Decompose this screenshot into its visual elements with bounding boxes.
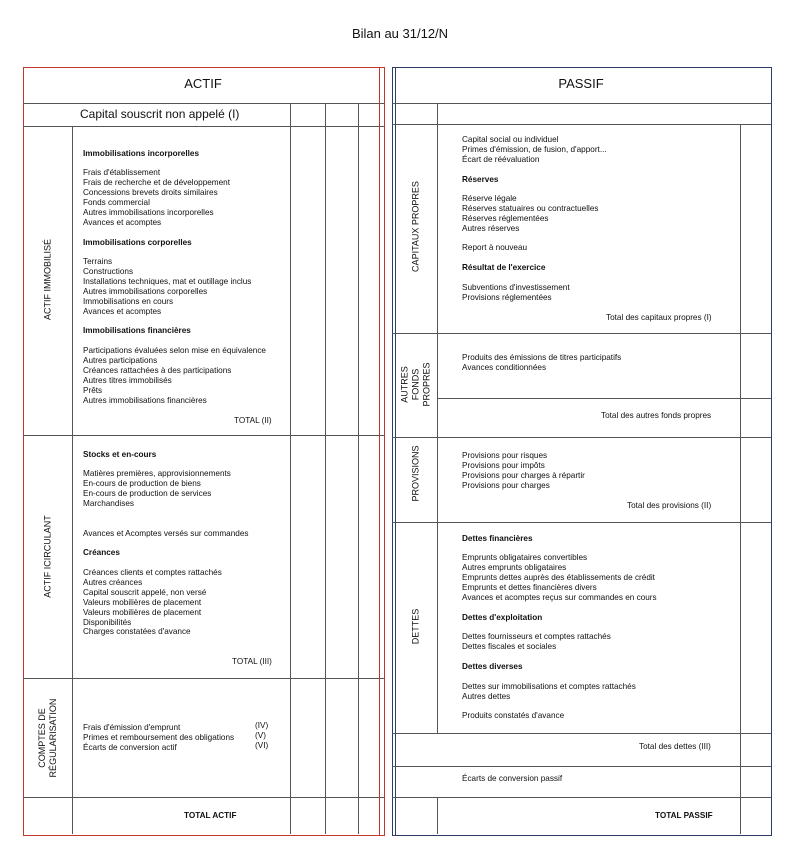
subventions-list [462,283,570,303]
avances-acomptes: Avances et Acomptes versés sur commandes [83,529,249,538]
list-item: Autres immobilisations financières [83,395,207,405]
regularisation-codes [255,721,268,751]
resultat-title: Résultat de l'exercice [462,263,546,272]
immo-corporelles-list [83,257,251,316]
list-item: Capital souscrit appelé, non versé [83,587,207,597]
list-item: Écart de réévaluation [462,154,540,164]
list-item: Avances et acomptes reçus sur commandes en cours [462,592,657,602]
list-item: Constructions [83,266,134,276]
list-item: Primes d'émission, de fusion, d'apport... [462,144,607,154]
list-item: Autres titres immobilisés [83,375,172,385]
total-immobilise: TOTAL (II) [234,416,272,425]
total-provisions: Total des provisions (II) [627,501,712,510]
stocks-title: Stocks et en-cours [83,450,157,459]
list-item: Écarts de conversion actif [83,742,177,752]
list-item: Emprunts et dettes financières divers [462,582,597,592]
list-item: Provisions pour charges à répartir [462,470,585,480]
report-a-nouveau: Report à nouveau [462,243,528,252]
dettes-financieres-title: Dettes financières [462,534,533,543]
list-item: Dettes fiscales et sociales [462,641,557,651]
page-title: Bilan au 31/12/N [351,26,449,41]
list-item: Réserve légale [462,194,517,203]
list-item: Valeurs mobilières de placement [83,607,202,617]
dettes-diverses-list [462,682,636,702]
list-item: Autres participations [83,355,158,365]
list-item: Concessions brevets droits similaires [83,187,218,197]
list-item: Emprunts obligataires convertibles [462,553,588,562]
list-item: Provisions pour charges [462,480,550,490]
list-item: Participations évaluées selon mise en équivalence [83,346,266,355]
list-item: Autres immobilisations incorporelles [83,207,214,217]
provisions-label: PROVISIONS [410,445,421,502]
total-passif: TOTAL PASSIF [655,811,713,820]
list-item: Capital social ou individuel [462,135,559,144]
dettes-exploitation-title: Dettes d'exploitation [462,613,543,622]
list-item: Provisions pour impôts [462,460,545,470]
list-item: En-cours de production de services [83,488,212,498]
reserves-title: Réserves [462,175,499,184]
list-item: Terrains [83,257,113,266]
list-item: Autres emprunts obligataires [462,562,567,572]
total-dettes: Total des dettes (III) [639,742,711,751]
list-item: Avances et acomptes [83,306,162,316]
autres-fonds-list [462,353,621,373]
list-item: Emprunts dettes auprès des établissements de crédit [462,572,655,582]
list-item: Avances et acomptes [83,217,162,227]
list-item: Matières premières, approvisionnements [83,469,231,478]
list-item: Installations techniques, mat et outillage inclus [83,276,252,286]
immo-incorporelles-title: Immobilisations incorporelles [83,149,200,158]
list-item: Créances clients et comptes rattachés [83,568,222,577]
actif-header: ACTIF [184,76,222,91]
list-item: Fonds commercial [83,197,150,207]
immo-incorporelles-list [83,168,230,227]
list-item: Frais de recherche et de développement [83,177,231,187]
actif-immobilise-label: ACTIF IMMOBILISÉ [42,239,53,321]
list-item: Charges constatées d'avance [83,627,191,637]
actif-circulant-label: ACTIF ICIRCULANT [42,515,53,598]
immo-corporelles-title: Immobilisations corporelles [83,238,192,247]
dettes-exploitation-list [462,632,611,652]
stocks-list [83,469,231,509]
list-item: (IV) [255,721,269,730]
list-item: Réserves statuaires ou contractuelles [462,203,599,213]
list-item: Immobilisations en cours [83,296,174,306]
list-item: Valeurs mobilières de placement [83,597,202,607]
list-item: Dettes sur immobilisations et comptes rattachés [462,682,636,691]
list-item: Frais d'établissement [83,168,161,177]
dettes-label: DETTES [410,608,421,645]
reserves-list [462,194,599,234]
dettes-financieres-list [462,553,657,603]
list-item: Subventions d'investissement [462,283,570,292]
comptes-regularisation-label: COMPTES DE RÉGULARISATION [37,698,58,778]
total-capitaux-propres: Total des capitaux propres (I) [606,313,712,322]
list-item: Autres immobilisations corporelles [83,286,208,296]
total-actif: TOTAL ACTIF [184,811,237,820]
list-item: Avances conditionnées [462,362,547,372]
list-item: Primes et remboursement des obligations [83,732,235,742]
produits-constates: Produits constatés d'avance [462,711,565,720]
list-item: En-cours de production de biens [83,478,201,488]
provisions-list [462,451,585,491]
creances-title: Créances [83,548,120,557]
capital-souscrit-row: Capital souscrit non appelé (I) [80,107,240,121]
total-autres-fonds: Total des autres fonds propres [601,411,712,420]
list-item: Autres réserves [462,223,520,233]
passif-header: PASSIF [558,76,604,91]
capitaux-propres-label: CAPITAUX PROPRES [410,181,421,272]
list-item: Autres créances [83,577,143,587]
list-item: Frais d'émission d'emprunt [83,723,181,732]
capitaux-list [462,135,607,165]
list-item: Prêts [83,385,103,395]
list-item: Autres dettes [462,691,511,701]
list-item: Créances rattachées à des participations [83,365,232,375]
list-item: Provisions réglementées [462,292,552,302]
list-item: (VI) [255,740,269,750]
list-item: Réserves réglementées [462,213,549,223]
list-item: Dettes fournisseurs et comptes rattachés [462,632,611,641]
dettes-diverses-title: Dettes diverses [462,662,523,671]
immo-financieres-title: Immobilisations financières [83,326,191,335]
list-item: Disponibilités [83,617,132,627]
immo-financieres-list [83,346,266,405]
list-item: Produits des émissions de titres participatifs [462,353,622,362]
regularisation-list [83,723,234,753]
autres-fonds-propres-label: AUTRES FONDS PROPRES [399,362,432,407]
ecarts-conversion-passif: Écarts de conversion passif [462,774,563,783]
creances-list [83,568,222,637]
list-item: Provisions pour risques [462,451,548,460]
total-circulant: TOTAL (III) [232,657,272,666]
list-item: (V) [255,730,266,740]
list-item: Marchandises [83,498,134,508]
